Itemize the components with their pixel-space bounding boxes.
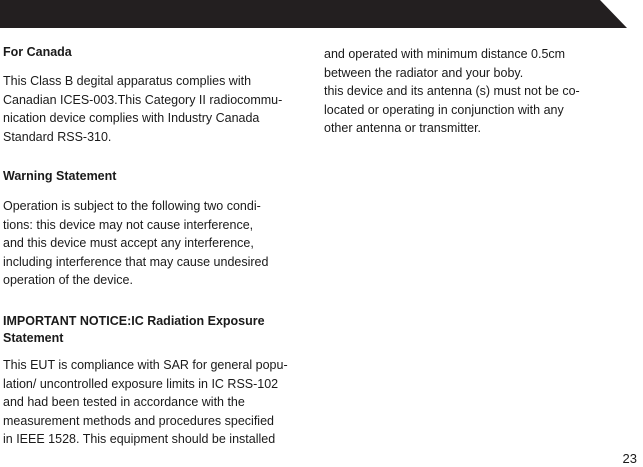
ic-notice-heading xyxy=(3,313,265,347)
page-number: 23 xyxy=(622,451,637,466)
canada-line: Standard RSS-310. xyxy=(3,129,112,144)
warning-line: Operation is subject to the following two condi- xyxy=(3,199,261,213)
warning-line: operation of the device. xyxy=(3,273,133,287)
warning-line: tions: this device may not cause interference, xyxy=(3,217,254,232)
ic-notice-heading-line: Statement xyxy=(3,331,64,345)
warning-paragraph xyxy=(3,197,268,290)
canada-line: This Class B degital apparatus complies with xyxy=(3,74,252,88)
continuation-line: this device and its antenna (s) must not be co- xyxy=(324,84,580,98)
ic-notice-paragraph xyxy=(3,356,288,449)
ic-notice-heading-line: IMPORTANT NOTICE:IC Radiation Exposure xyxy=(3,314,265,328)
continuation-paragraph xyxy=(324,45,580,138)
continuation-line: located or operating in conjunction with any xyxy=(324,102,564,117)
canada-line: Canadian ICES-003.This Category II radiocommu- xyxy=(3,92,283,107)
warning-line: and this device must accept any interference, xyxy=(3,236,254,250)
ic-notice-line: and had been tested in accordance with the xyxy=(3,395,245,409)
canada-line: nication device complies with Industry Canada xyxy=(3,111,260,125)
ic-notice-line: measurement methods and procedures specified xyxy=(3,413,274,428)
continuation-line: other antenna or transmitter. xyxy=(324,121,482,135)
ic-notice-line: in IEEE 1528. This equipment should be installed xyxy=(3,432,276,446)
continuation-line: between the radiator and your boby. xyxy=(324,65,524,80)
warning-heading: Warning Statement xyxy=(3,169,117,183)
ic-notice-line: This EUT is compliance with SAR for general popu- xyxy=(3,358,288,372)
canada-heading: For Canada xyxy=(3,45,72,59)
warning-line: including interference that may cause undesired xyxy=(3,254,269,269)
continuation-line: and operated with minimum distance 0.5cm xyxy=(324,47,566,61)
canada-paragraph xyxy=(3,72,282,146)
ic-notice-line: lation/ uncontrolled exposure limits in IC RSS-102 xyxy=(3,376,279,391)
header-banner xyxy=(0,0,627,28)
